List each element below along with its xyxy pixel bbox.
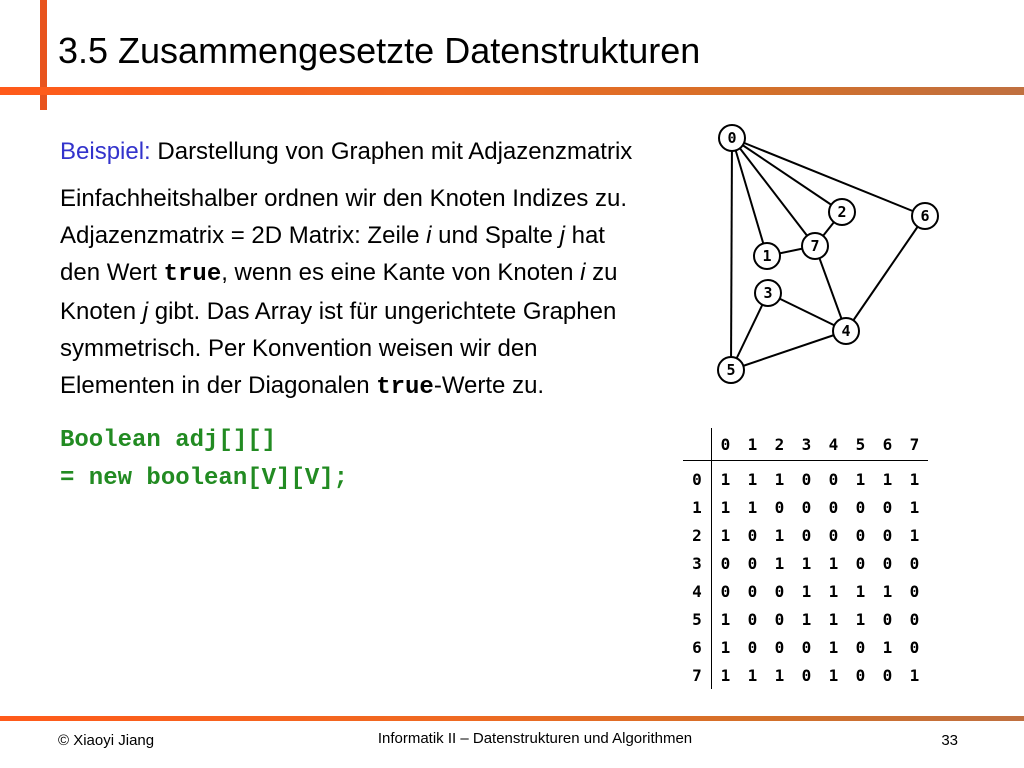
matrix-row xyxy=(683,633,928,661)
footer-course-title: Informatik II – Datenstrukturen und Algorithmen xyxy=(377,730,693,747)
matrix-row xyxy=(683,549,928,577)
matrix-row xyxy=(683,521,928,549)
matrix-cell: 1 xyxy=(828,665,839,685)
matrix-cell: 1 xyxy=(909,469,920,489)
edge-0-1 xyxy=(732,138,767,256)
matrix-cell: 1 xyxy=(720,469,731,489)
matrix-cell: 0 xyxy=(909,553,920,573)
svg-text:7: 7 xyxy=(810,237,820,255)
graph-node-7 xyxy=(802,233,828,259)
matrix-cell: 1 xyxy=(828,609,839,629)
matrix-cell: 1 xyxy=(909,497,920,517)
svg-text:5: 5 xyxy=(726,361,736,379)
column-header: 3 xyxy=(793,428,820,461)
graph-node-1 xyxy=(754,243,780,269)
true-keyword: true xyxy=(163,261,222,288)
code-snippet xyxy=(60,422,640,498)
matrix-row xyxy=(683,461,928,494)
matrix-cell: 1 xyxy=(774,469,785,489)
variable-j: j xyxy=(559,222,565,249)
matrix-cell: 0 xyxy=(747,637,758,657)
matrix-cell: 1 xyxy=(882,469,893,489)
matrix-cell: 1 xyxy=(720,525,731,545)
matrix-cell: 0 xyxy=(855,525,866,545)
row-header: 7 xyxy=(683,661,712,689)
column-header: 2 xyxy=(766,428,793,461)
graph-node-4 xyxy=(833,318,859,344)
column-header: 7 xyxy=(901,428,928,461)
variable-j: j xyxy=(142,298,149,325)
graph-node-3 xyxy=(755,280,781,306)
matrix-cell: 0 xyxy=(747,581,758,601)
row-header: 0 xyxy=(683,461,712,494)
matrix-cell: 1 xyxy=(828,637,839,657)
svg-text:4: 4 xyxy=(841,322,851,340)
row-header: 5 xyxy=(683,605,712,633)
explanation-paragraph xyxy=(60,180,640,406)
row-header: 2 xyxy=(683,521,712,549)
graph-node-6 xyxy=(912,203,938,229)
matrix-cell: 0 xyxy=(720,581,731,601)
matrix-row xyxy=(683,577,928,605)
matrix-cell: 1 xyxy=(774,553,785,573)
explanation-text: zu Knoten xyxy=(60,259,618,325)
matrix-cell: 0 xyxy=(882,525,893,545)
matrix-cell: 0 xyxy=(909,609,920,629)
matrix-cell: 0 xyxy=(828,469,839,489)
matrix-cell: 0 xyxy=(855,553,866,573)
adjacency-matrix xyxy=(683,428,928,689)
matrix-cell: 1 xyxy=(855,469,866,489)
matrix-cell: 0 xyxy=(801,469,812,489)
matrix-cell: 1 xyxy=(720,497,731,517)
column-header: 0 xyxy=(712,428,740,461)
matrix-cell: 0 xyxy=(720,553,731,573)
matrix-cell: 0 xyxy=(801,497,812,517)
matrix-cell: 1 xyxy=(909,665,920,685)
column-header: 6 xyxy=(874,428,901,461)
variable-i: i xyxy=(580,259,586,286)
matrix-cell: 0 xyxy=(882,497,893,517)
matrix-cell: 0 xyxy=(801,665,812,685)
matrix-cell: 1 xyxy=(720,665,731,685)
matrix-cell: 0 xyxy=(774,637,785,657)
svg-text:2: 2 xyxy=(837,203,847,221)
graph-node-2 xyxy=(829,199,855,225)
matrix-cell: 1 xyxy=(909,525,920,545)
matrix-cell: 1 xyxy=(828,553,839,573)
matrix-cell: 1 xyxy=(801,581,812,601)
example-label: Beispiel: xyxy=(60,138,151,165)
matrix-cell: 0 xyxy=(801,525,812,545)
matrix-cell: 0 xyxy=(909,637,920,657)
matrix-cell: 1 xyxy=(720,637,731,657)
edge-4-5 xyxy=(731,331,846,370)
matrix-cell: 0 xyxy=(909,581,920,601)
code-line-declaration: Boolean adj[][] xyxy=(60,427,277,454)
matrix-cell: 0 xyxy=(882,665,893,685)
svg-text:3: 3 xyxy=(763,284,773,302)
matrix-cell: 1 xyxy=(720,609,731,629)
row-header: 3 xyxy=(683,549,712,577)
matrix-cell: 0 xyxy=(774,497,785,517)
matrix-cell: 1 xyxy=(747,497,758,517)
matrix-row xyxy=(683,493,928,521)
row-header: 1 xyxy=(683,493,712,521)
matrix-cell: 1 xyxy=(747,665,758,685)
explanation-text: Einfachheitshalber ordnen wir den Knoten Indizes zu. Adjazenzmatrix = 2D Matrix: Zeile xyxy=(60,185,628,249)
column-header: 1 xyxy=(739,428,766,461)
footer-divider xyxy=(0,716,1024,721)
svg-text:0: 0 xyxy=(727,129,737,147)
explanation-text: und Spalte xyxy=(431,222,560,249)
matrix-cell: 1 xyxy=(801,609,812,629)
matrix-cell: 1 xyxy=(747,469,758,489)
explanation-text: gibt. Das Array ist für ungerichtete Graphen symmetrisch. Per Konvention weisen wir den Elementen in der Diagonalen xyxy=(60,298,617,399)
matrix-cell: 1 xyxy=(855,609,866,629)
graph-node-5 xyxy=(718,357,744,383)
matrix-cell: 0 xyxy=(855,497,866,517)
matrix-cell: 0 xyxy=(855,637,866,657)
svg-text:1: 1 xyxy=(762,247,772,265)
slide-body xyxy=(60,133,640,498)
variable-i: i xyxy=(426,222,432,249)
explanation-text: -Werte zu. xyxy=(433,372,545,399)
matrix-cell: 0 xyxy=(882,609,893,629)
matrix-row xyxy=(683,661,928,689)
intro-text: Darstellung von Graphen mit Adjazenzmatrix xyxy=(150,138,633,165)
matrix-corner xyxy=(683,428,712,461)
matrix-cell: 1 xyxy=(774,525,785,545)
graph-node-0 xyxy=(719,125,745,151)
matrix-cell: 0 xyxy=(774,581,785,601)
matrix-cell: 1 xyxy=(774,665,785,685)
matrix-header-row xyxy=(683,428,928,461)
edge-0-5 xyxy=(731,138,732,370)
matrix-cell: 0 xyxy=(801,637,812,657)
intro-paragraph xyxy=(60,133,640,170)
title-divider xyxy=(0,87,1024,95)
footer-copyright: © Xiaoyi Jiang xyxy=(58,732,155,749)
matrix-cell: 1 xyxy=(855,581,866,601)
matrix-cell: 1 xyxy=(801,553,812,573)
graph-diagram xyxy=(700,118,950,388)
matrix-cell: 1 xyxy=(828,581,839,601)
column-header: 5 xyxy=(847,428,874,461)
matrix-cell: 0 xyxy=(828,525,839,545)
matrix-cell: 0 xyxy=(855,665,866,685)
matrix-cell: 0 xyxy=(774,609,785,629)
true-keyword: true xyxy=(376,374,434,401)
slide-title: 3.5 Zusammengesetzte Datenstrukturen xyxy=(58,30,701,71)
matrix-cell: 0 xyxy=(747,525,758,545)
matrix-cell: 0 xyxy=(828,497,839,517)
row-header: 6 xyxy=(683,633,712,661)
page-number: 33 xyxy=(941,732,958,749)
svg-text:6: 6 xyxy=(920,207,930,225)
column-header: 4 xyxy=(820,428,847,461)
row-header: 4 xyxy=(683,577,712,605)
edge-4-6 xyxy=(846,216,925,331)
matrix-cell: 1 xyxy=(882,637,893,657)
explanation-text: , wenn es eine Kante von Knoten xyxy=(221,259,581,286)
explanation-text: hat den Wert xyxy=(60,222,605,286)
matrix-cell: 0 xyxy=(747,609,758,629)
matrix-cell: 1 xyxy=(882,581,893,601)
matrix-cell: 0 xyxy=(747,553,758,573)
matrix-cell: 0 xyxy=(882,553,893,573)
code-line-allocation: = new boolean[V][V]; xyxy=(60,465,349,492)
matrix-row xyxy=(683,605,928,633)
